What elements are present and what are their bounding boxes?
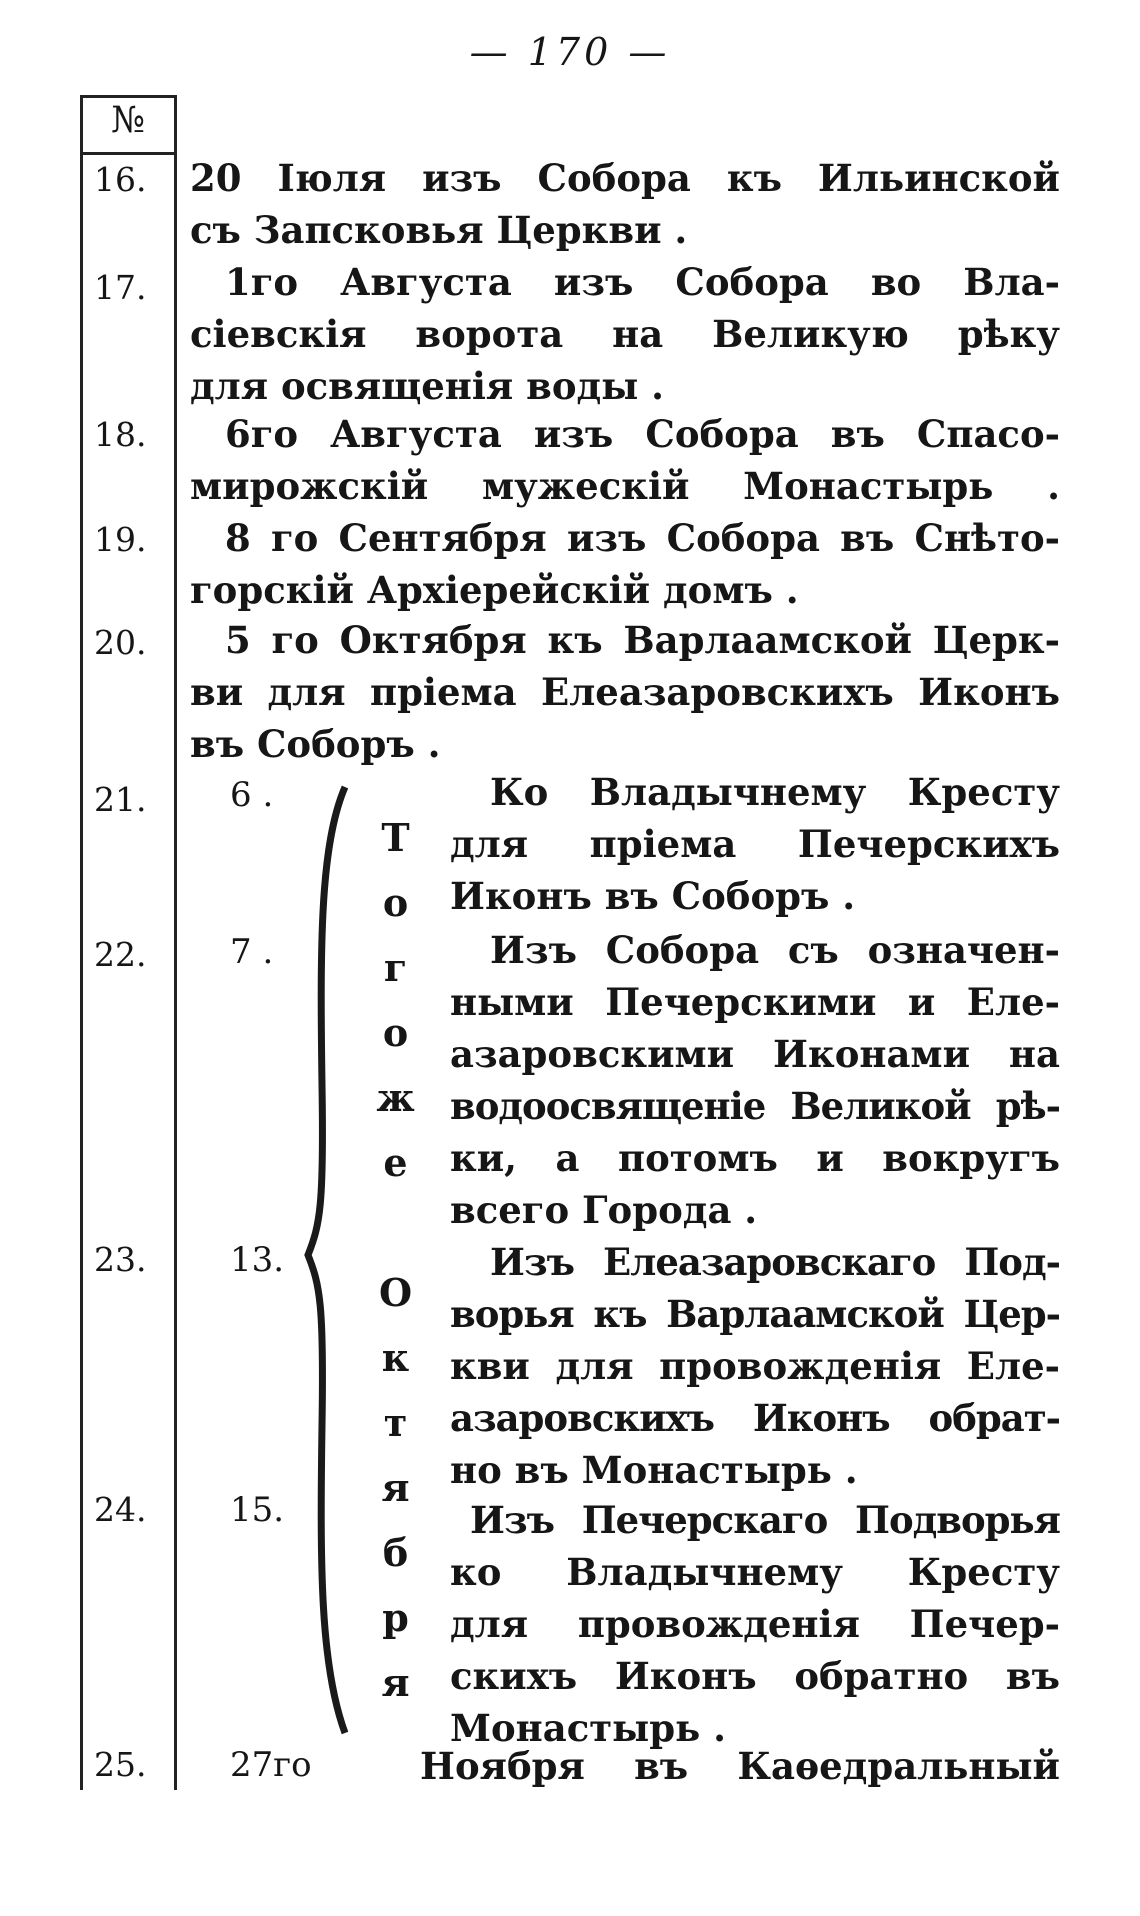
grouping-brace [300, 785, 360, 1735]
vertical-label-text: Тогожe Октября [373, 815, 418, 1725]
column-rule-top [80, 95, 177, 98]
entry-number: 20. [94, 623, 147, 662]
entry-text-line: всего Города . [450, 1188, 758, 1232]
entry-text-line: кви для провожденія Еле- [450, 1344, 1060, 1388]
entry-number: 16. [94, 160, 147, 199]
entry-text-line: 8 го Сентября изъ Собора въ Снѣто- [225, 516, 1060, 560]
day-number: 13. [230, 1240, 285, 1280]
entry-text-line: 5 го Октября къ Варлаамской Церк- [225, 618, 1060, 662]
entry-text-line: Изъ Печерскаго Подворья [470, 1498, 1060, 1542]
entry-text-line: 1го Августа изъ Собора во Вла- [225, 260, 1060, 304]
entry-number: 23. [94, 1240, 147, 1279]
column-rule-right [174, 95, 177, 1790]
number-column-header: № [110, 100, 146, 141]
entry-text-line: съ Запсковья Церкви . [190, 208, 688, 252]
entry-text-line: но въ Монастырь . [450, 1448, 858, 1492]
entry-text-line: ки, а потомъ и вокругъ [450, 1136, 1060, 1180]
entry-number: 24. [94, 1490, 147, 1529]
column-rule-left [80, 95, 83, 1790]
entry-text-line: сіевскія ворота на Великую рѣку [190, 312, 1060, 356]
day-number: 15. [230, 1490, 285, 1530]
entry-text-line: Монастырь . [450, 1706, 726, 1750]
vertical-label [365, 815, 418, 1725]
entry-number: 21. [94, 780, 147, 819]
entry-text-line: въ Соборъ . [190, 722, 441, 766]
entry-text-line: Изъ Собора съ означен- [490, 928, 1060, 972]
entry-text-line: азаровскими Иконами на [450, 1032, 1060, 1076]
entry-text-line: ко Владычнему Кресту [450, 1550, 1060, 1594]
column-header-rule [80, 152, 177, 155]
day-number: 7 . [230, 932, 274, 972]
entry-text-line: мирожскій мужескій Монастырь . [190, 464, 1060, 508]
entry-text-line: Иконъ въ Соборъ . [450, 874, 856, 918]
entry-number: 17. [94, 268, 147, 307]
entry-text-line: Изъ Елеазаровскаго Под- [490, 1240, 1060, 1284]
entry-number: 19. [94, 520, 147, 559]
entry-text-line: скихъ Иконъ обратно въ [450, 1654, 1060, 1698]
entry-text-line: для пріема Печерскихъ [450, 822, 1060, 866]
entry-text-line: ви для пріема Елеазаровскихъ Иконъ [190, 670, 1060, 714]
entry-text-line: для провожденія Печер- [450, 1602, 1060, 1646]
entry-text-line: для освященія воды . [190, 364, 665, 408]
entry-text-line: Ноября въ Каѳедральный [420, 1744, 1060, 1788]
entry-text-line: ворья къ Варлаамской Цер- [450, 1292, 1060, 1336]
entry-text-line: 20 Іюля изъ Собора къ Ильинской [190, 156, 1060, 200]
entry-text-line: водоосвященіе Великой рѣ- [450, 1084, 1060, 1128]
page-number: — 170 — [469, 30, 671, 74]
entry-text-line: азаровскихъ Иконъ обрат- [450, 1396, 1060, 1440]
day-number: 6 . [230, 775, 274, 815]
entry-number: 18. [94, 415, 147, 454]
entry-text-line: Ко Владычнему Кресту [490, 770, 1060, 814]
entry-text-line: 6го Августа изъ Собора въ Спасо- [225, 412, 1060, 456]
entry-text-line: ными Печерскими и Еле- [450, 980, 1060, 1024]
entry-number: 25. [94, 1745, 147, 1784]
entry-text-line: горскій Архіерейскій домъ . [190, 568, 799, 612]
entry-number: 22. [94, 935, 147, 974]
day-number: 27го [230, 1745, 312, 1785]
